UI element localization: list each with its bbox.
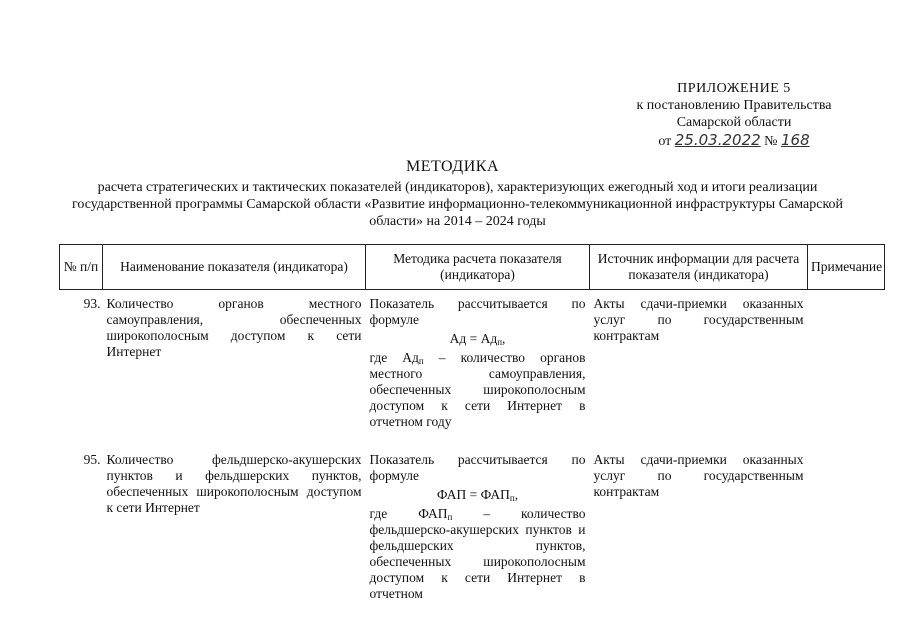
row-source: Акты сдачи-приемки оказанных услуг по государственным контрактам bbox=[593, 452, 804, 499]
document-title: МЕТОДИКА bbox=[405, 158, 499, 175]
row-method bbox=[366, 296, 590, 430]
date-prefix: от bbox=[658, 134, 672, 149]
handwritten-number: 168 bbox=[781, 131, 810, 149]
method-intro: Показатель рассчитывается по формуле bbox=[369, 296, 586, 327]
handwritten-date: 25.03.2022 bbox=[674, 131, 761, 149]
appendix-line-resolution: к постановлению Правительства bbox=[636, 98, 832, 113]
row-number: 93. bbox=[83, 296, 101, 311]
row-number: 95. bbox=[83, 452, 101, 467]
method-explanation: где $Ад_п$ – количество органов местного самоуправления, обеспеченных широкополосным доступом к сети Интернет в отчетном году bbox=[369, 350, 586, 429]
appendix-title: ПРИЛОЖЕНИЕ 5 bbox=[677, 81, 791, 96]
row-method bbox=[366, 452, 590, 602]
indicators-table bbox=[59, 244, 885, 602]
table-row bbox=[60, 452, 885, 602]
appendix-line-region: Самарской области bbox=[676, 115, 792, 130]
header-method: Методика расчета показателя (индикатора) bbox=[366, 245, 590, 290]
method-formula: ФАП = $ФАП_п$, bbox=[436, 487, 519, 503]
row-note bbox=[808, 296, 885, 430]
method-explanation: где $ФАП_п$ – количество фельдшерско-акушерских пунктов и фельдшерских пунктов, обеспеченных широкополосным доступом к сети Интернет в отчетном bbox=[369, 506, 586, 601]
appendix-date-line bbox=[619, 132, 849, 150]
header-indicator-name: Наименование показателя (индикатора) bbox=[103, 245, 366, 290]
row-note bbox=[808, 452, 885, 602]
table-header-row bbox=[60, 245, 885, 290]
row-indicator-name: Количество органов местного самоуправления, обеспеченных широкополосным доступом к сети Интернет bbox=[106, 296, 362, 359]
appendix-block bbox=[619, 80, 849, 150]
method-formula: Ад = $Ад_п$, bbox=[449, 331, 506, 347]
table-row bbox=[60, 296, 885, 430]
header-number: № п/п bbox=[60, 245, 103, 290]
row-source: Акты сдачи-приемки оказанных услуг по государственным контрактам bbox=[593, 296, 804, 343]
document-subtitle: расчета стратегических и тактических показателей (индикаторов), характеризующих ежегодный ход и итоги реализации государственной программы Самарской области «Развитие информационно-телекоммуникационной инфраструктуры Самарской области» на 2014 – 2024 годы bbox=[71, 180, 844, 229]
header-note: Примечание bbox=[808, 245, 885, 290]
number-prefix: № bbox=[764, 134, 778, 149]
method-intro: Показатель рассчитывается по формуле bbox=[369, 452, 586, 483]
header-source: Источник информации для расчета показателя (индикатора) bbox=[590, 245, 808, 290]
row-indicator-name: Количество фельдшерско-акушерских пунктов и фельдшерских пунктов, обеспеченных широкополосным доступом к сети Интернет bbox=[106, 452, 362, 515]
